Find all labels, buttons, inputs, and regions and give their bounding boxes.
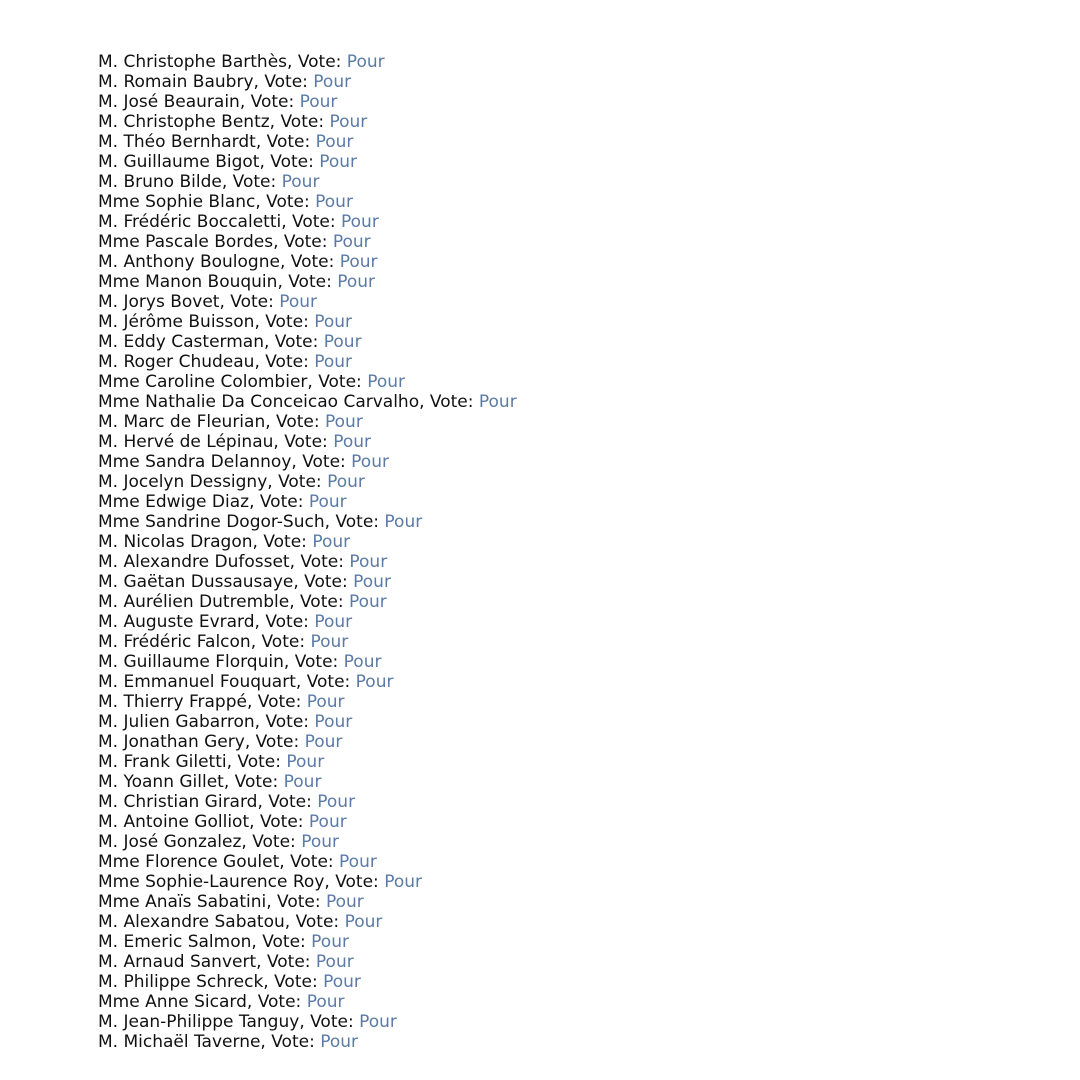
- vote-prefix: Vote:: [265, 612, 315, 632]
- vote-prefix: Vote:: [259, 812, 309, 832]
- separator: ,: [260, 1032, 272, 1052]
- vote-value: Pour: [323, 332, 362, 352]
- separator: ,: [241, 832, 253, 852]
- vote-row: [98, 852, 517, 872]
- deputy-name: M. Jorys Bovet: [98, 292, 220, 312]
- vote-prefix: Vote:: [257, 992, 307, 1012]
- deputy-name: M. Jean-Philippe Tanguy: [98, 1012, 300, 1032]
- vote-value: Pour: [315, 952, 354, 972]
- vote-row: [98, 492, 517, 512]
- vote-row: [98, 432, 517, 452]
- vote-row: [98, 272, 517, 292]
- vote-prefix: Vote:: [429, 392, 479, 412]
- separator: ,: [287, 52, 298, 72]
- vote-row: [98, 832, 517, 852]
- deputy-name: M. José Gonzalez: [98, 832, 242, 852]
- vote-row: [98, 692, 517, 712]
- vote-prefix: Vote:: [237, 752, 287, 772]
- vote-row: [98, 192, 517, 212]
- separator: ,: [279, 852, 291, 872]
- vote-value: Pour: [355, 672, 394, 692]
- vote-row: [98, 152, 517, 172]
- vote-prefix: Vote:: [294, 652, 344, 672]
- vote-value: Pour: [314, 352, 353, 372]
- deputy-name: M. Jérôme Buisson: [98, 312, 255, 332]
- separator: ,: [249, 812, 260, 832]
- separator: ,: [291, 452, 303, 472]
- vote-row: [98, 472, 517, 492]
- vote-row: [98, 952, 517, 972]
- separator: ,: [219, 292, 231, 312]
- vote-value: Pour: [310, 632, 349, 652]
- vote-value: Pour: [279, 292, 318, 312]
- deputy-name: Mme Sandrine Dogor-Such: [98, 512, 325, 532]
- vote-value: Pour: [339, 852, 377, 872]
- separator: ,: [283, 652, 295, 672]
- vote-value: Pour: [337, 272, 376, 292]
- vote-row: [98, 1032, 517, 1052]
- vote-value: Pour: [325, 892, 364, 912]
- vote-prefix: Vote:: [266, 192, 316, 212]
- vote-row: [98, 872, 517, 892]
- vote-row: [98, 612, 517, 632]
- vote-row: [98, 672, 517, 692]
- deputy-name: Mme Anaïs Sabatini: [98, 892, 267, 912]
- deputy-name: M. Jonathan Gery: [98, 732, 245, 752]
- vote-value: Pour: [308, 812, 347, 832]
- separator: ,: [249, 492, 260, 512]
- deputy-name: M. Emmanuel Fouquart: [98, 672, 296, 692]
- vote-value: Pour: [320, 1032, 359, 1052]
- separator: ,: [281, 212, 293, 232]
- vote-value: Pour: [344, 912, 383, 932]
- separator: ,: [257, 792, 269, 812]
- vote-value: Pour: [384, 872, 422, 892]
- vote-prefix: Vote:: [230, 292, 280, 312]
- vote-row: [98, 652, 517, 672]
- deputy-name: Mme Anne Sicard: [98, 992, 247, 1012]
- deputy-name: M. Emeric Salmon: [98, 932, 252, 952]
- deputy-name: Mme Sandra Delannoy: [98, 452, 292, 472]
- vote-prefix: Vote:: [266, 132, 316, 152]
- vote-value: Pour: [286, 752, 325, 772]
- separator: ,: [254, 712, 266, 732]
- vote-prefix: Vote:: [259, 492, 309, 512]
- separator: ,: [226, 752, 238, 772]
- vote-prefix: Vote:: [292, 212, 341, 232]
- vote-value: Pour: [329, 112, 368, 132]
- vote-value: Pour: [312, 532, 351, 552]
- vote-value: Pour: [348, 592, 387, 612]
- vote-prefix: Vote:: [284, 432, 334, 452]
- separator: ,: [255, 132, 267, 152]
- vote-row: [98, 452, 517, 472]
- separator: ,: [254, 312, 266, 332]
- vote-row: [98, 212, 517, 232]
- vote-row: [98, 352, 517, 372]
- vote-prefix: Vote:: [300, 592, 349, 612]
- vote-row: [98, 992, 517, 1012]
- vote-prefix: Vote:: [280, 112, 330, 132]
- separator: ,: [273, 232, 284, 252]
- separator: ,: [263, 972, 275, 992]
- vote-value: Pour: [314, 312, 353, 332]
- vote-row: [98, 552, 517, 572]
- vote-row: [98, 1012, 517, 1032]
- deputy-name: M. Frédéric Falcon: [98, 632, 251, 652]
- deputy-name: Mme Sophie-Laurence Roy: [98, 872, 325, 892]
- vote-value: Pour: [306, 692, 345, 712]
- separator: ,: [221, 172, 233, 192]
- deputy-name: M. Eddy Casterman: [98, 332, 264, 352]
- vote-row: [98, 792, 517, 812]
- vote-value: Pour: [315, 192, 353, 212]
- vote-prefix: Vote:: [297, 52, 347, 72]
- vote-prefix: Vote:: [310, 1012, 360, 1032]
- deputy-name: M. Yoann Gillet: [98, 772, 224, 792]
- vote-prefix: Vote:: [252, 832, 302, 852]
- vote-prefix: Vote:: [261, 632, 311, 652]
- vote-row: [98, 752, 517, 772]
- deputy-name: M. Thierry Frappé: [98, 692, 247, 712]
- deputy-name: M. Christian Girard: [98, 792, 258, 812]
- vote-prefix: Vote:: [268, 792, 318, 812]
- vote-row: [98, 372, 517, 392]
- vote-prefix: Vote:: [283, 232, 333, 252]
- deputy-name: M. Christophe Barthès: [98, 52, 288, 72]
- separator: ,: [299, 1012, 311, 1032]
- vote-value: Pour: [367, 372, 405, 392]
- vote-prefix: Vote:: [265, 712, 315, 732]
- deputy-name: Mme Pascale Bordes: [98, 232, 274, 252]
- separator: ,: [255, 192, 267, 212]
- deputy-name: M. Michaël Taverne: [98, 1032, 261, 1052]
- vote-row: [98, 332, 517, 352]
- deputy-name: Mme Manon Bouquin: [98, 272, 278, 292]
- vote-row: [98, 632, 517, 652]
- vote-row: [98, 572, 517, 592]
- vote-value: Pour: [299, 92, 338, 112]
- vote-row: [98, 132, 517, 152]
- vote-value: Pour: [281, 172, 320, 192]
- vote-value: Pour: [314, 612, 353, 632]
- vote-value: Pour: [349, 552, 388, 572]
- vote-prefix: Vote:: [234, 772, 284, 792]
- vote-prefix: Vote:: [270, 152, 320, 172]
- vote-list: [98, 52, 517, 1052]
- separator: ,: [295, 672, 307, 692]
- vote-prefix: Vote:: [288, 272, 338, 292]
- vote-prefix: Vote:: [265, 312, 315, 332]
- separator: ,: [284, 912, 296, 932]
- separator: ,: [324, 872, 336, 892]
- deputy-name: M. Bruno Bilde: [98, 172, 222, 192]
- vote-row: [98, 712, 517, 732]
- vote-prefix: Vote:: [232, 172, 282, 192]
- deputy-name: M. Nicolas Dragon: [98, 532, 253, 552]
- deputy-name: M. Auguste Evrard: [98, 612, 255, 632]
- vote-prefix: Vote:: [290, 852, 340, 872]
- deputy-name: M. Philippe Schreck: [98, 972, 264, 992]
- vote-row: [98, 892, 517, 912]
- separator: ,: [246, 692, 258, 712]
- vote-row: [98, 732, 517, 752]
- vote-row: [98, 52, 517, 72]
- separator: ,: [269, 112, 281, 132]
- vote-value: Pour: [346, 52, 385, 72]
- vote-prefix: Vote:: [295, 912, 345, 932]
- vote-prefix: Vote:: [278, 472, 328, 492]
- vote-value: Pour: [301, 832, 339, 852]
- vote-prefix: Vote:: [335, 872, 385, 892]
- vote-value: Pour: [311, 932, 349, 952]
- vote-row: [98, 912, 517, 932]
- vote-row: [98, 172, 517, 192]
- vote-prefix: Vote:: [266, 952, 316, 972]
- deputy-name: M. Guillaume Florquin: [98, 652, 284, 672]
- vote-row: [98, 772, 517, 792]
- deputy-name: Mme Nathalie Da Conceicao Carvalho: [98, 392, 420, 412]
- vote-value: Pour: [351, 452, 389, 472]
- vote-row: [98, 532, 517, 552]
- vote-row: [98, 292, 517, 312]
- deputy-name: M. Hervé de Lépinau: [98, 432, 274, 452]
- vote-value: Pour: [317, 792, 356, 812]
- vote-value: Pour: [341, 212, 379, 232]
- vote-prefix: Vote:: [274, 972, 324, 992]
- vote-prefix: Vote:: [271, 1032, 321, 1052]
- deputy-name: Mme Edwige Diaz: [98, 492, 250, 512]
- deputy-name: M. Jocelyn Dessigny: [98, 472, 268, 492]
- separator: ,: [266, 892, 278, 912]
- deputy-name: M. Guillaume Bigot: [98, 152, 260, 172]
- vote-row: [98, 72, 517, 92]
- deputy-name: M. Alexandre Dufosset: [98, 552, 290, 572]
- vote-value: Pour: [306, 992, 345, 1012]
- deputy-name: M. Gaëtan Dussausaye: [98, 572, 294, 592]
- vote-value: Pour: [384, 512, 423, 532]
- separator: ,: [279, 252, 291, 272]
- separator: ,: [256, 952, 267, 972]
- vote-row: [98, 972, 517, 992]
- vote-prefix: Vote:: [277, 892, 326, 912]
- vote-row: [98, 312, 517, 332]
- separator: ,: [324, 512, 336, 532]
- vote-row: [98, 412, 517, 432]
- deputy-name: M. Arnaud Sanvert: [98, 952, 257, 972]
- separator: ,: [250, 632, 262, 652]
- vote-prefix: Vote:: [265, 352, 315, 372]
- vote-value: Pour: [332, 232, 371, 252]
- separator: ,: [277, 272, 289, 292]
- vote-value: Pour: [308, 492, 347, 512]
- separator: ,: [254, 352, 266, 372]
- vote-value: Pour: [359, 1012, 397, 1032]
- vote-value: Pour: [333, 432, 371, 452]
- deputy-name: M. Roger Chudeau: [98, 352, 255, 372]
- deputy-name: Mme Florence Goulet: [98, 852, 280, 872]
- deputy-name: M. Julien Gabarron: [98, 712, 255, 732]
- vote-value: Pour: [314, 712, 353, 732]
- separator: ,: [254, 612, 266, 632]
- vote-value: Pour: [325, 412, 363, 432]
- vote-prefix: Vote:: [274, 332, 324, 352]
- vote-prefix: Vote:: [263, 532, 313, 552]
- vote-prefix: Vote:: [276, 412, 326, 432]
- vote-row: [98, 592, 517, 612]
- vote-value: Pour: [313, 72, 352, 92]
- vote-value: Pour: [343, 652, 382, 672]
- deputy-name: M. Anthony Boulogne: [98, 252, 280, 272]
- separator: ,: [246, 992, 258, 1012]
- vote-prefix: Vote:: [290, 252, 340, 272]
- vote-row: [98, 112, 517, 132]
- deputy-name: M. Romain Baubry: [98, 72, 254, 92]
- separator: ,: [263, 332, 275, 352]
- vote-row: [98, 232, 517, 252]
- vote-row: [98, 392, 517, 412]
- deputy-name: M. Marc de Fleurian: [98, 412, 266, 432]
- separator: ,: [419, 392, 430, 412]
- vote-value: Pour: [339, 252, 378, 272]
- vote-row: [98, 932, 517, 952]
- vote-prefix: Vote:: [250, 92, 300, 112]
- vote-row: [98, 252, 517, 272]
- vote-prefix: Vote:: [300, 552, 350, 572]
- vote-value: Pour: [319, 152, 358, 172]
- deputy-name: Mme Sophie Blanc: [98, 192, 256, 212]
- vote-value: Pour: [283, 772, 322, 792]
- separator: ,: [251, 932, 263, 952]
- separator: ,: [273, 432, 285, 452]
- vote-prefix: Vote:: [306, 672, 356, 692]
- deputy-name: M. Aurélien Dutremble: [98, 592, 290, 612]
- vote-prefix: Vote:: [302, 452, 352, 472]
- separator: ,: [289, 552, 301, 572]
- separator: ,: [267, 472, 279, 492]
- separator: ,: [259, 152, 271, 172]
- separator: ,: [265, 412, 277, 432]
- vote-value: Pour: [323, 972, 361, 992]
- deputy-name: M. Frédéric Boccaletti: [98, 212, 282, 232]
- vote-row: [98, 512, 517, 532]
- vote-row: [98, 92, 517, 112]
- vote-value: Pour: [327, 472, 365, 492]
- vote-prefix: Vote:: [304, 572, 354, 592]
- separator: ,: [252, 532, 264, 552]
- separator: ,: [253, 72, 265, 92]
- deputy-name: M. José Beaurain: [98, 92, 240, 112]
- deputy-name: Mme Caroline Colombier: [98, 372, 308, 392]
- separator: ,: [244, 732, 256, 752]
- vote-prefix: Vote:: [255, 732, 305, 752]
- vote-prefix: Vote:: [318, 372, 368, 392]
- deputy-name: M. Christophe Bentz: [98, 112, 270, 132]
- vote-row: [98, 812, 517, 832]
- deputy-name: M. Alexandre Sabatou: [98, 912, 285, 932]
- vote-prefix: Vote:: [264, 72, 314, 92]
- separator: ,: [307, 372, 319, 392]
- deputy-name: M. Frank Giletti: [98, 752, 227, 772]
- vote-value: Pour: [353, 572, 391, 592]
- vote-value: Pour: [304, 732, 343, 752]
- separator: ,: [239, 92, 251, 112]
- deputy-name: M. Antoine Golliot: [98, 812, 250, 832]
- vote-prefix: Vote:: [257, 692, 307, 712]
- vote-value: Pour: [315, 132, 354, 152]
- deputy-name: M. Théo Bernhardt: [98, 132, 256, 152]
- vote-value: Pour: [478, 392, 517, 412]
- separator: ,: [289, 592, 300, 612]
- separator: ,: [293, 572, 305, 592]
- vote-prefix: Vote:: [262, 932, 312, 952]
- separator: ,: [223, 772, 235, 792]
- vote-prefix: Vote:: [335, 512, 385, 532]
